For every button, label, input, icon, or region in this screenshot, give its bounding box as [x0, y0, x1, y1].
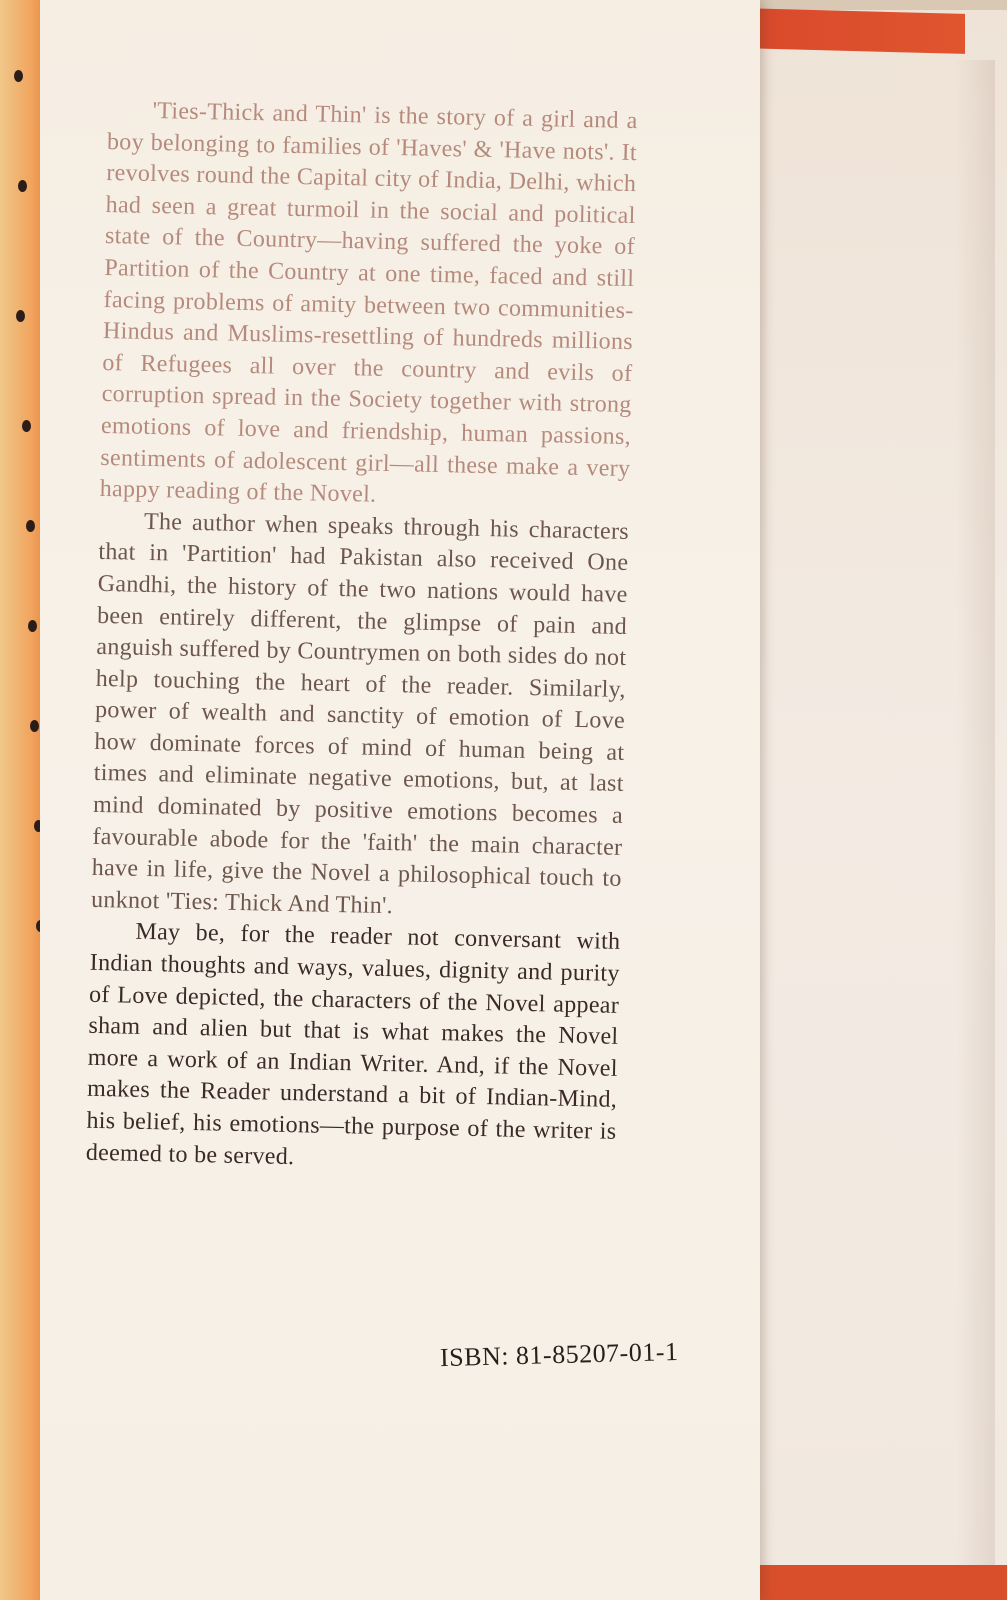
binding-dot: [16, 310, 25, 322]
panel-shadow: [955, 60, 995, 1600]
blurb-paragraph-2: The author when speaks through his characters that in 'Partition' had Pakistan also received One Gandhi, the history of the two nations would have been entirely different, the glimpse of pain and anguish suffered by Countrymen on both sides do not help touching the heart of the reader. Similarly, power of wealth and sanctity of emotion of Love how dominate forces of mind of human being at times and eliminate negative emotions, but, at last mind dominated by positive emotions becomes a favourable abode for the 'faith' the main character have in life, give the Novel a philosophical touch to unknot 'Ties: Thick And Thin'.: [90, 508, 630, 919]
binding-dot: [18, 180, 27, 192]
cover-bottom-edge: [745, 1565, 1007, 1600]
binding-dot: [22, 420, 31, 432]
binding-dot: [26, 520, 35, 532]
binding-dot: [14, 70, 23, 82]
binding-dot: [28, 620, 37, 632]
isbn-number: ISBN: 81-85207-01-1: [439, 1336, 679, 1373]
blurb-paragraph-1: 'Ties-Thick and Thin' is the story of a girl and a boy belonging to families of 'Haves' & 'Have nots'. It revolves round the Capital city of India, Delhi, which had seen a great turmoil in the social and political state of the Country—having suffered the yoke of Partition of the Country at one time, faced and still facing problems of amity between two communities-Hindus and Muslims-resettling of hundreds millions of Refugees all over the country and evils of corruption spread in the Society together with strong emotions of love and friendship, human passions, sentiments of adolescent girl—all these make a very happy reading of the Novel.: [99, 97, 638, 508]
binding-dot: [30, 720, 39, 732]
blurb-text: [86, 95, 638, 1180]
blurb-paragraph-3: May be, for the reader not conversant with Indian thoughts and ways, values, dignity and purity of Love depicted, the characters of the Novel appear sham and alien but that is what makes the Novel more a work of an Indian Writer. And, if the Novel makes the Reader understand a bit of Indian-Mind, his belief, his emotions—the purpose of the writer is deemed to be served.: [85, 919, 621, 1170]
